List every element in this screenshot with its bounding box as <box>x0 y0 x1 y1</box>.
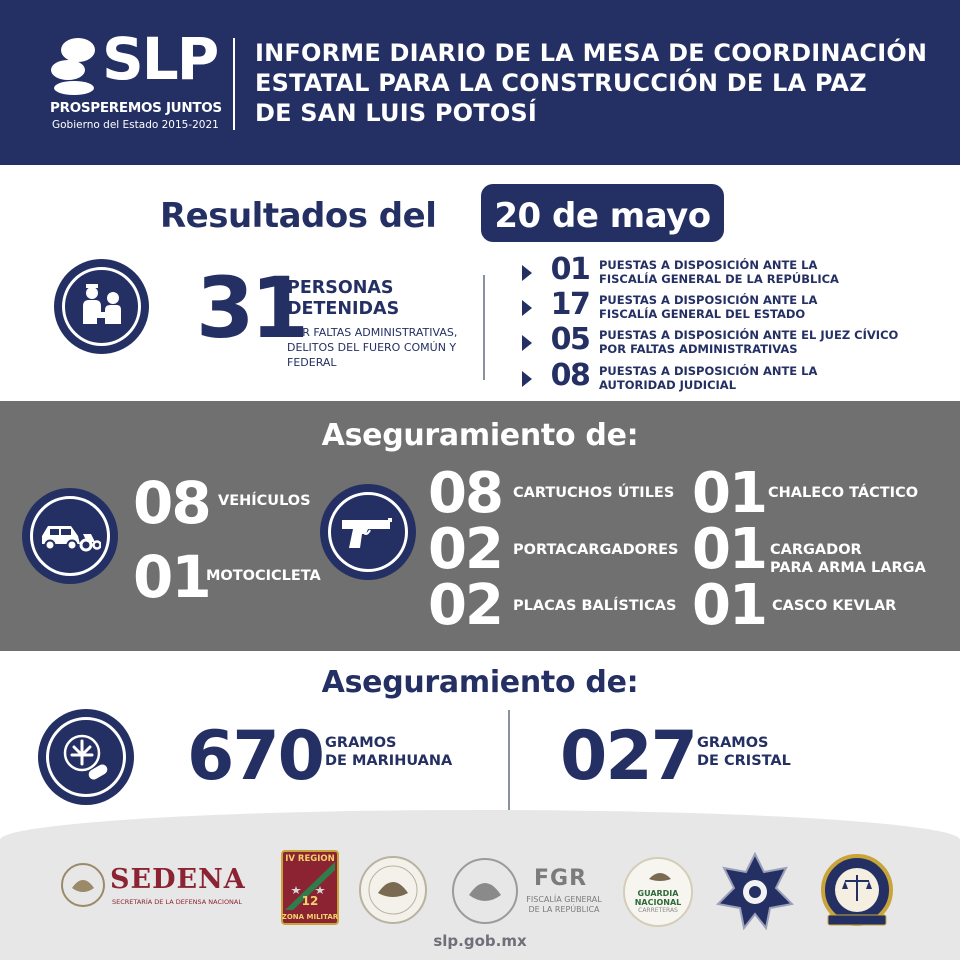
badge-bottom-text: ZONA MILITAR <box>281 913 339 921</box>
guardia-nacional-carreteras-logo <box>623 857 693 927</box>
vehicle-icon <box>22 488 118 584</box>
sedena-name: SEDENA <box>110 864 246 895</box>
results-title: Resultados del <box>160 196 437 236</box>
detained-label-line: PERSONAS <box>287 278 394 298</box>
gn-text-line: GUARDIA <box>637 889 679 898</box>
header-title <box>255 38 945 128</box>
fgr-subtitle <box>524 895 604 915</box>
police-star-badge-icon <box>716 852 794 930</box>
sedena-logo <box>60 860 260 912</box>
marijuana-amount: 670 <box>187 717 323 796</box>
motorcycle-count: 01 <box>133 543 210 611</box>
detained-icon <box>54 259 149 354</box>
header-divider <box>233 38 235 130</box>
disposition-line: PUESTAS A DISPOSICIÓN ANTE LA <box>599 258 818 272</box>
fgr-subtitle-line: FISCALÍA GENERAL <box>526 895 602 904</box>
drugs-icon <box>38 709 134 805</box>
justice-scale-seal-icon <box>818 853 896 931</box>
eagle-icon <box>647 867 673 885</box>
header-title-line: INFORME DIARIO DE LA MESA DE COORDINACIÓN <box>255 39 928 67</box>
drug-label-line: DE MARIHUANA <box>325 753 453 769</box>
disposition-text <box>599 328 959 356</box>
equipment-item-label <box>770 541 926 577</box>
slp-logo-icon <box>48 36 108 96</box>
items-seized-title: Aseguramiento de: <box>321 418 639 453</box>
logo-slogan: PROSPEREMOS JUNTOS <box>50 100 222 116</box>
disposition-line: FISCALÍA GENERAL DE LA REPÚBLICA <box>599 272 839 286</box>
arrow-right-icon <box>522 265 532 281</box>
detained-desc-line: FEDERAL <box>287 356 337 369</box>
weapon-item-label: PLACAS BALÍSTICAS <box>513 598 677 614</box>
drug-label-line: GRAMOS <box>697 735 769 751</box>
disposition-count: 01 <box>550 252 590 287</box>
equipment-item-count: 01 <box>692 517 766 582</box>
detained-desc-line: DELITOS DEL FUERO COMÚN Y <box>287 341 457 354</box>
pistol-icon <box>340 512 396 552</box>
weapon-item-label: CARTUCHOS ÚTILES <box>513 485 675 501</box>
arrow-right-icon <box>522 335 532 351</box>
disposition-count: 17 <box>550 287 590 322</box>
drugs-seized-title: Aseguramiento de: <box>321 665 639 700</box>
disposition-line: POR FALTAS ADMINISTRATIVAS <box>599 342 798 356</box>
disposition-item <box>522 358 942 398</box>
badge-top-text: IV REGION <box>285 854 335 864</box>
drug-label-line: DE CRISTAL <box>697 753 791 769</box>
equipment-label-line: PARA ARMA LARGA <box>770 560 926 576</box>
weapon-item-label: PORTACARGADORES <box>513 542 679 558</box>
guardia-nacional-seal-icon <box>358 855 428 925</box>
mexico-coat-of-arms-icon <box>451 857 519 925</box>
arrest-icon <box>75 280 129 334</box>
header-title-line: ESTATAL PARA LA CONSTRUCCIÓN DE LA PAZ <box>255 69 867 97</box>
crystal-label <box>697 734 791 770</box>
website-link[interactable]: slp.gob.mx <box>433 932 527 950</box>
disposition-text <box>599 293 959 321</box>
disposition-line: AUTORIDAD JUDICIAL <box>599 378 737 392</box>
motorcycle-label: MOTOCICLETA <box>206 568 321 584</box>
equipment-item-count: 01 <box>692 461 766 526</box>
disposition-line: PUESTAS A DISPOSICIÓN ANTE LA <box>599 364 818 378</box>
fiscalia-estado-seal <box>818 853 896 931</box>
gn-text-line: CARRETERAS <box>638 907 678 914</box>
mexican-eagle-seal-icon <box>60 862 106 908</box>
equipment-label-line: CARGADOR <box>770 542 862 558</box>
marijuana-label <box>325 734 452 770</box>
weapon-item-count: 08 <box>428 461 502 526</box>
arrow-right-icon <box>522 300 532 316</box>
cannabis-pill-icon <box>60 731 112 783</box>
header-title-line: DE SAN LUIS POTOSÍ <box>255 99 538 127</box>
drug-label-line: GRAMOS <box>325 735 397 751</box>
gn-text-line: NACIONAL <box>634 898 682 907</box>
equipment-item-count: 01 <box>692 573 766 638</box>
drugs-divider <box>508 710 510 812</box>
detained-label <box>287 278 487 320</box>
arrow-right-icon <box>522 371 532 387</box>
equipment-item-label: CHALECO TÁCTICO <box>768 485 919 501</box>
detained-desc-line: POR FALTAS ADMINISTRATIVAS, <box>287 326 458 339</box>
weapon-item-count: 02 <box>428 517 502 582</box>
crystal-amount: 027 <box>560 717 696 796</box>
fgr-name: FGR <box>534 866 588 891</box>
sedena-subtitle: SECRETARÍA DE LA DEFENSA NACIONAL <box>112 898 242 906</box>
vehicles-label: VEHÍCULOS <box>218 493 311 509</box>
disposition-text <box>599 364 959 392</box>
disposition-count: 05 <box>550 322 590 357</box>
weapon-item-count: 02 <box>428 573 502 638</box>
header-banner <box>0 0 960 165</box>
disposition-text <box>599 258 959 286</box>
results-date: 20 de mayo <box>494 196 711 236</box>
fgr-logo <box>524 862 604 918</box>
zona-militar-badge <box>281 850 339 925</box>
disposition-line: PUESTAS A DISPOSICIÓN ANTE LA <box>599 293 818 307</box>
slp-logo-text: SLP <box>102 25 218 93</box>
detained-description <box>287 325 487 370</box>
vehicles-count: 08 <box>133 469 210 537</box>
detained-label-line: DETENIDAS <box>287 299 400 319</box>
badge-number: 12 <box>301 894 319 908</box>
car-motorcycle-icon <box>39 516 101 556</box>
disposition-line: PUESTAS A DISPOSICIÓN ANTE EL JUEZ CÍVICO <box>599 328 899 342</box>
results-divider <box>483 275 485 380</box>
detained-count: 31 <box>196 259 305 357</box>
fgr-subtitle-line: DE LA REPÚBLICA <box>528 905 600 914</box>
weapon-icon <box>320 484 416 580</box>
disposition-item <box>522 322 942 362</box>
equipment-item-label: CASCO KEVLAR <box>772 598 897 614</box>
disposition-count: 08 <box>550 358 590 393</box>
disposition-line: FISCALÍA GENERAL DEL ESTADO <box>599 307 806 321</box>
logo-period: Gobierno del Estado 2015-2021 <box>52 119 219 131</box>
